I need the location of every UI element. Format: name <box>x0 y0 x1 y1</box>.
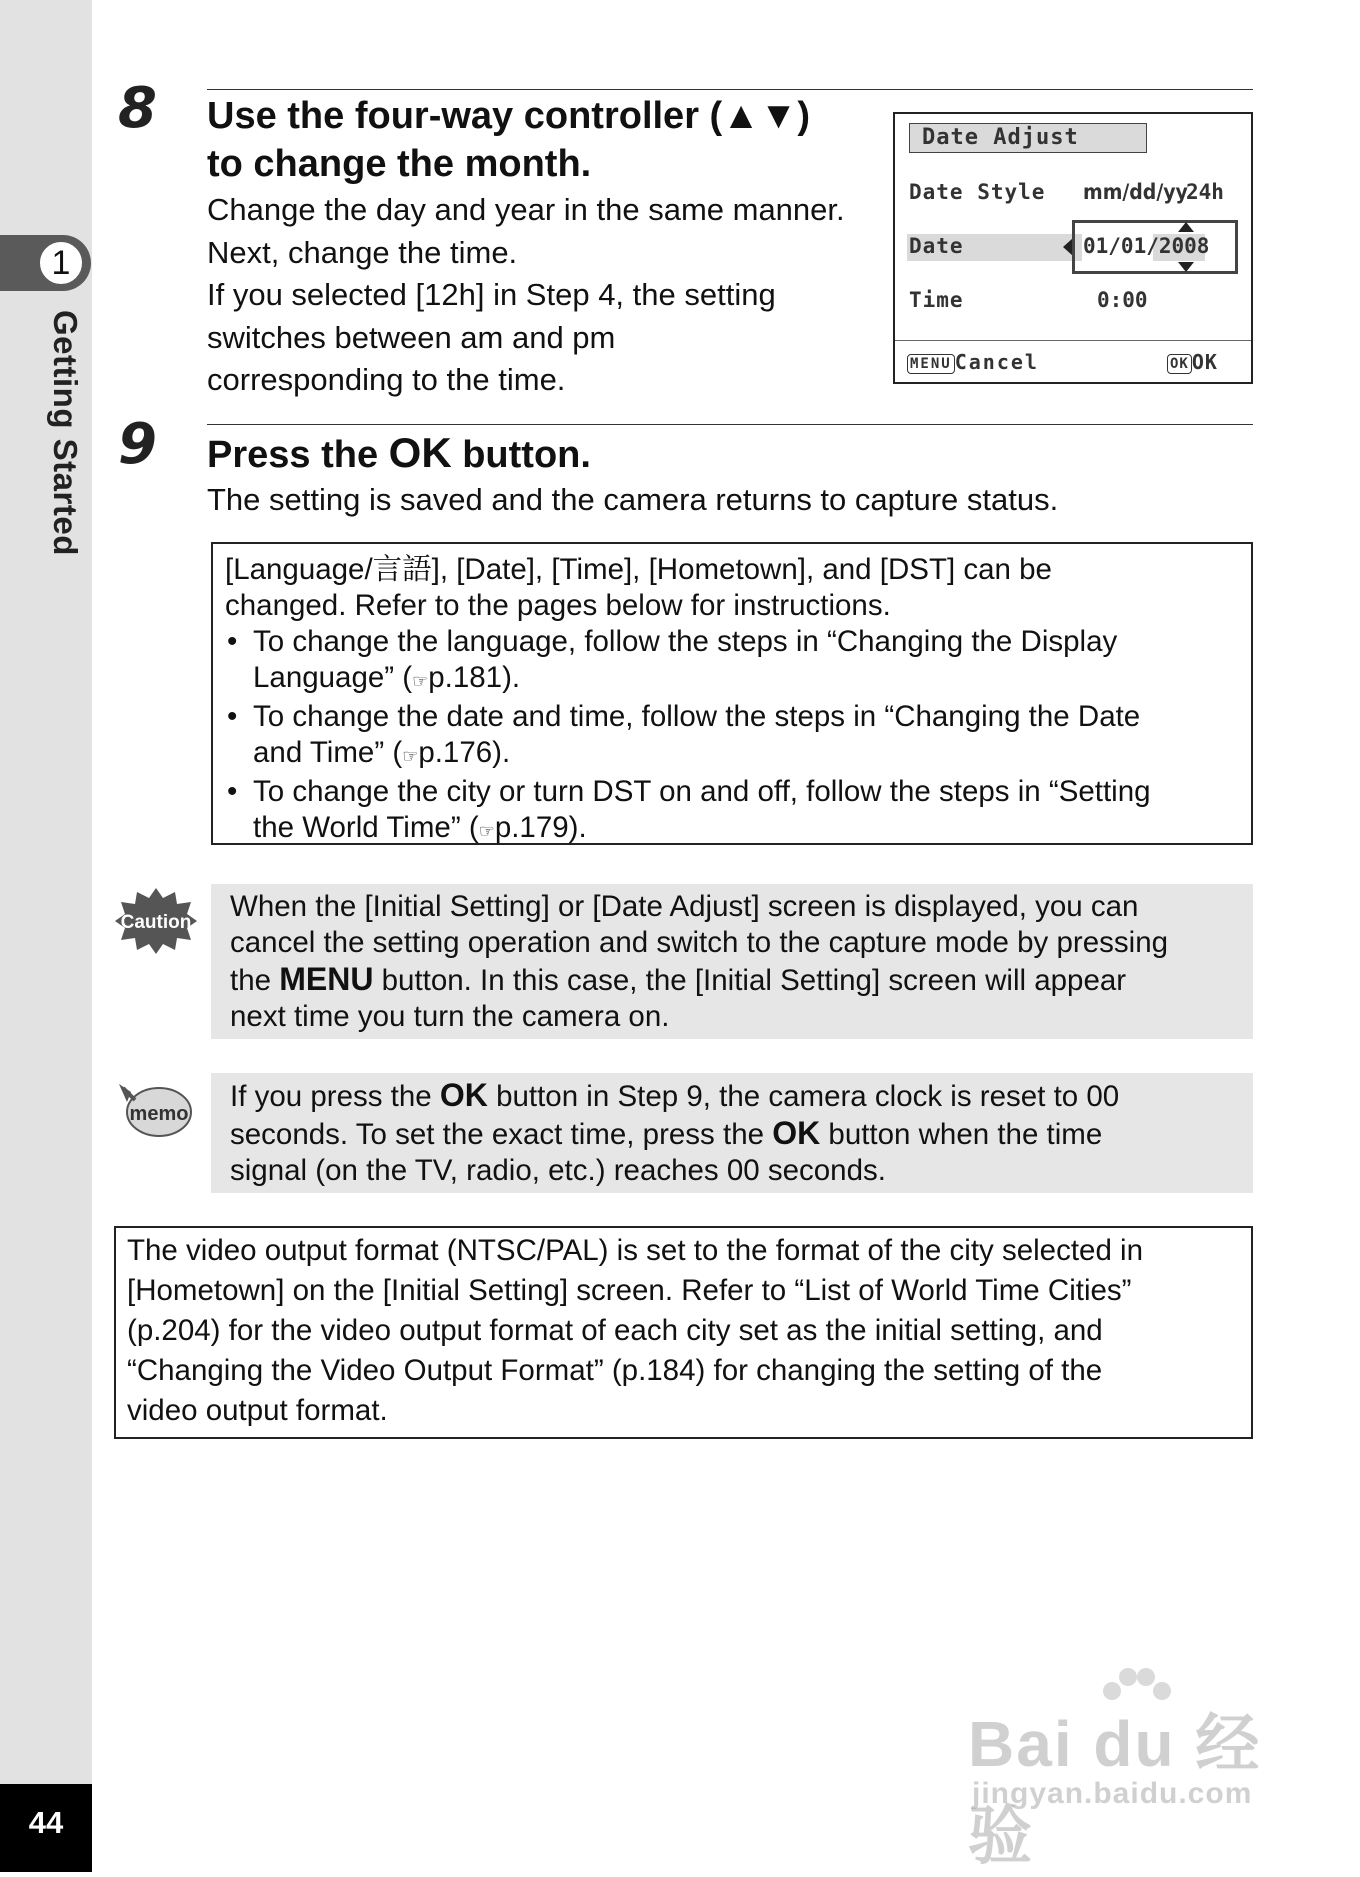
step9-heading-suffix: button. <box>451 434 591 476</box>
ok-key-icon: OK <box>1167 354 1192 374</box>
caution-line <box>230 961 1253 999</box>
screen-divider <box>895 340 1251 341</box>
memo-text: If you press the <box>230 1080 440 1113</box>
menu-button-name: MENU <box>279 961 374 997</box>
cancel-control <box>907 350 1039 374</box>
bullet-dot: • <box>227 625 238 658</box>
video-note-line: “Changing the Video Output Format” (p.184) for changing the setting of the <box>127 1354 1103 1387</box>
note-line: changed. Refer to the pages below for instructions. <box>225 589 891 622</box>
bullet-dot: • <box>227 775 238 808</box>
caution-text: the <box>230 964 280 997</box>
bullet-line: To change the date and time, follow the steps in “Changing the Date <box>253 700 1141 733</box>
caution-icon-label: Caution <box>120 912 192 933</box>
step8-heading <box>207 92 810 188</box>
ok-button-name: OK <box>772 1115 821 1151</box>
memo-text: button when the time <box>820 1118 1103 1151</box>
caution-note <box>211 884 1253 1039</box>
video-note-line: video output format. <box>127 1394 388 1427</box>
watermark-url: jingyan.baidu.com <box>972 1777 1253 1810</box>
bullet-line <box>253 810 1241 849</box>
settings-note-box <box>211 542 1253 845</box>
video-note-line: [Hometown] on the [Initial Setting] screen. Refer to “List of World Time Cities” <box>127 1274 1132 1307</box>
step8-heading-line1: Use the four-way controller (▲▼) <box>207 95 811 137</box>
ok-button-name: OK <box>439 1077 488 1113</box>
date-value-year: 2008 <box>1158 234 1210 258</box>
page-number: 44 <box>0 1784 92 1872</box>
bullet-text: Language” ( <box>253 661 413 694</box>
date-style-label: Date Style <box>909 180 1046 204</box>
menu-key-icon: MENU <box>907 354 955 374</box>
hour-format-value: 24h <box>1186 180 1224 204</box>
step9-body: The setting is saved and the camera returns to capture status. <box>207 482 1059 517</box>
step9-heading <box>207 429 591 479</box>
step9-divider <box>207 424 1253 425</box>
note-bullet-date-time <box>225 699 1241 774</box>
screen-title: Date Adjust <box>909 123 1147 153</box>
step8-body-line: Next, change the time. <box>207 234 518 270</box>
baidu-watermark <box>968 1665 1288 1872</box>
page-reference: p.181). <box>428 661 521 694</box>
memo-line <box>230 1077 1253 1115</box>
note-bullet-language <box>225 624 1241 699</box>
step8-body-line: switches between am and pm <box>207 319 616 355</box>
ok-button-name: OK <box>388 429 452 476</box>
note-bullet-world-time <box>225 774 1241 849</box>
memo-line: signal (on the TV, radio, etc.) reaches 00 seconds. <box>230 1154 886 1187</box>
video-note-line: The video output format (NTSC/PAL) is set to the format of the city selected in <box>127 1234 1144 1267</box>
page-reference: p.176). <box>418 736 511 769</box>
date-value <box>1083 234 1209 258</box>
caution-icon <box>115 886 197 956</box>
date-style-value: mm/dd/yy <box>1083 180 1188 204</box>
down-arrow-icon <box>1178 262 1194 272</box>
step8-number: 8 <box>118 76 157 141</box>
bullet-line <box>253 660 1241 699</box>
step8-body <box>207 189 845 402</box>
chapter-number: 1 <box>38 240 84 286</box>
page-reference-icon: ☞ <box>402 746 419 766</box>
memo-icon-label: memo <box>129 1103 189 1125</box>
step8-heading-line2: to change the month. <box>207 143 592 185</box>
bullet-line: To change the city or turn DST on and off, follow the steps in “Setting <box>253 775 1151 808</box>
bullet-text: and Time” ( <box>253 736 403 769</box>
memo-text: seconds. To set the exact time, press the <box>230 1118 773 1151</box>
bullet-line: To change the language, follow the steps in “Changing the Display <box>253 625 1118 658</box>
memo-line <box>230 1115 1253 1153</box>
time-value: 0:00 <box>1097 288 1148 312</box>
time-label: Time <box>909 288 964 312</box>
memo-icon <box>115 1078 193 1140</box>
ok-label: OK <box>1191 350 1218 374</box>
memo-text: button in Step 9, the camera clock is reset to 00 <box>487 1080 1120 1113</box>
ok-control <box>1167 350 1218 374</box>
step9-heading-prefix: Press the <box>207 434 389 476</box>
step8-body-line: Change the day and year in the same manner. <box>207 192 845 227</box>
caution-line: next time you turn the camera on. <box>230 1000 670 1033</box>
caution-line: When the [Initial Setting] or [Date Adjust] screen is displayed, you can <box>230 890 1139 923</box>
bullet-line <box>253 735 1241 774</box>
step8-divider <box>207 89 1253 90</box>
bullet-dot: • <box>227 700 238 733</box>
memo-note <box>211 1073 1253 1193</box>
caution-text: button. In this case, the [Initial Setting] screen will appear <box>373 964 1127 997</box>
video-note-line: (p.204) for the video output format of each city set as the initial setting, and <box>127 1314 1103 1347</box>
watermark-main: Bai du 经验 <box>968 1708 1262 1872</box>
page-reference-icon: ☞ <box>478 821 495 841</box>
step9-number: 9 <box>118 412 157 477</box>
video-output-note <box>114 1226 1253 1439</box>
caution-line: cancel the setting operation and switch to the capture mode by pressing <box>230 926 1169 959</box>
step8-body-line: If you selected [12h] in Step 4, the setting <box>207 277 776 312</box>
chapter-title: Getting Started <box>47 310 84 556</box>
bullet-text: the World Time” ( <box>253 811 479 844</box>
page-reference-icon: ☞ <box>412 671 429 691</box>
note-line: [Language/言語], [Date], [Time], [Hometown], and [DST] can be <box>225 553 1052 586</box>
date-label: Date <box>909 234 964 258</box>
date-value-prefix: 01/01/ <box>1083 234 1159 258</box>
cancel-label: Cancel <box>954 350 1039 374</box>
up-arrow-icon <box>1178 222 1194 232</box>
step8-body-line: corresponding to the time. <box>207 362 566 397</box>
page-reference: p.179). <box>494 811 587 844</box>
camera-date-adjust-screen <box>893 112 1253 384</box>
